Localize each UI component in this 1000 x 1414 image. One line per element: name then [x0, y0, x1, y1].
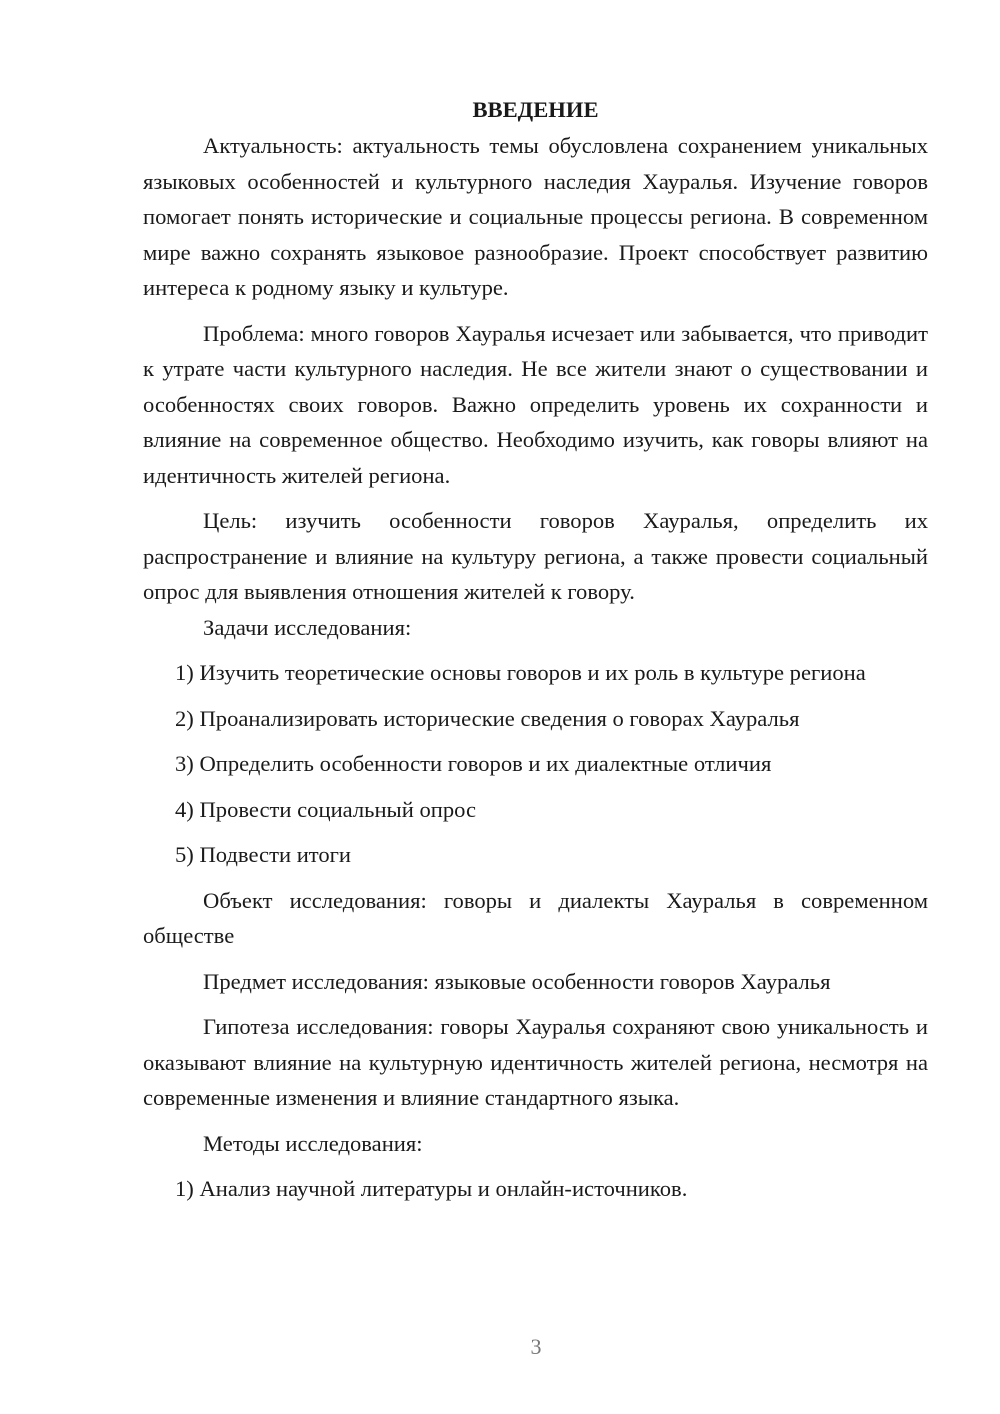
methods-heading: Методы исследования:	[203, 1130, 423, 1156]
document-page	[143, 92, 928, 1207]
task-item: 2) Проанализировать исторические сведения о говорах Хауралья	[175, 705, 800, 731]
task-item: 4) Провести социальный опрос	[175, 796, 477, 822]
task-item: 5) Подвести итоги	[175, 842, 352, 867]
relevance-paragraph: Актуальность: актуальность темы обусловлена сохранением уникальных языковых особенностей и культурного наследия Хауралья. Изучение говоров помогает понять исторические и социальные процессы региона. В современном мире важно сохранять языковое разнообразие. Проект способствует развитию интереса к родному языку и культуре.	[143, 133, 928, 300]
method-item: 1) Анализ научной литературы и онлайн-источников.	[175, 1176, 688, 1201]
hypothesis-paragraph: Гипотеза исследования: говоры Хауралья сохраняют свою уникальность и оказывают влияние на культурную идентичность жителей региона, несмотря на современные изменения и влияние стандартного языка.	[143, 1014, 928, 1110]
document-title: ВВЕДЕНИЕ	[472, 97, 599, 122]
task-item: 3) Определить особенности говоров и их диалектные отличия	[175, 751, 772, 776]
page-number: 3	[530, 1334, 542, 1359]
tasks-heading: Задачи исследования:	[203, 614, 412, 640]
task-item: 1) Изучить теоретические основы говоров и их роль в культуре региона	[175, 660, 866, 685]
problem-paragraph: Проблема: много говоров Хауралья исчезает или забывается, что приводит к утрате части культурного наследия. Не все жители знают о существовании и особенностях своих говоров. Важно определить уровень их сохранности и влияние на современное общество. Необходимо изучить, как говоры влияют на идентичность жителей региона.	[143, 320, 928, 488]
subject-paragraph: Предмет исследования: языковые особенности говоров Хауралья	[203, 968, 831, 994]
object-paragraph: Объект исследования: говоры и диалекты Хауралья в современном обществе	[143, 887, 928, 948]
goal-paragraph: Цель: изучить особенности говоров Хауралья, определить их распространение и влияние на культуру региона, а также провести социальный опрос для выявления отношения жителей к говору.	[143, 508, 928, 604]
